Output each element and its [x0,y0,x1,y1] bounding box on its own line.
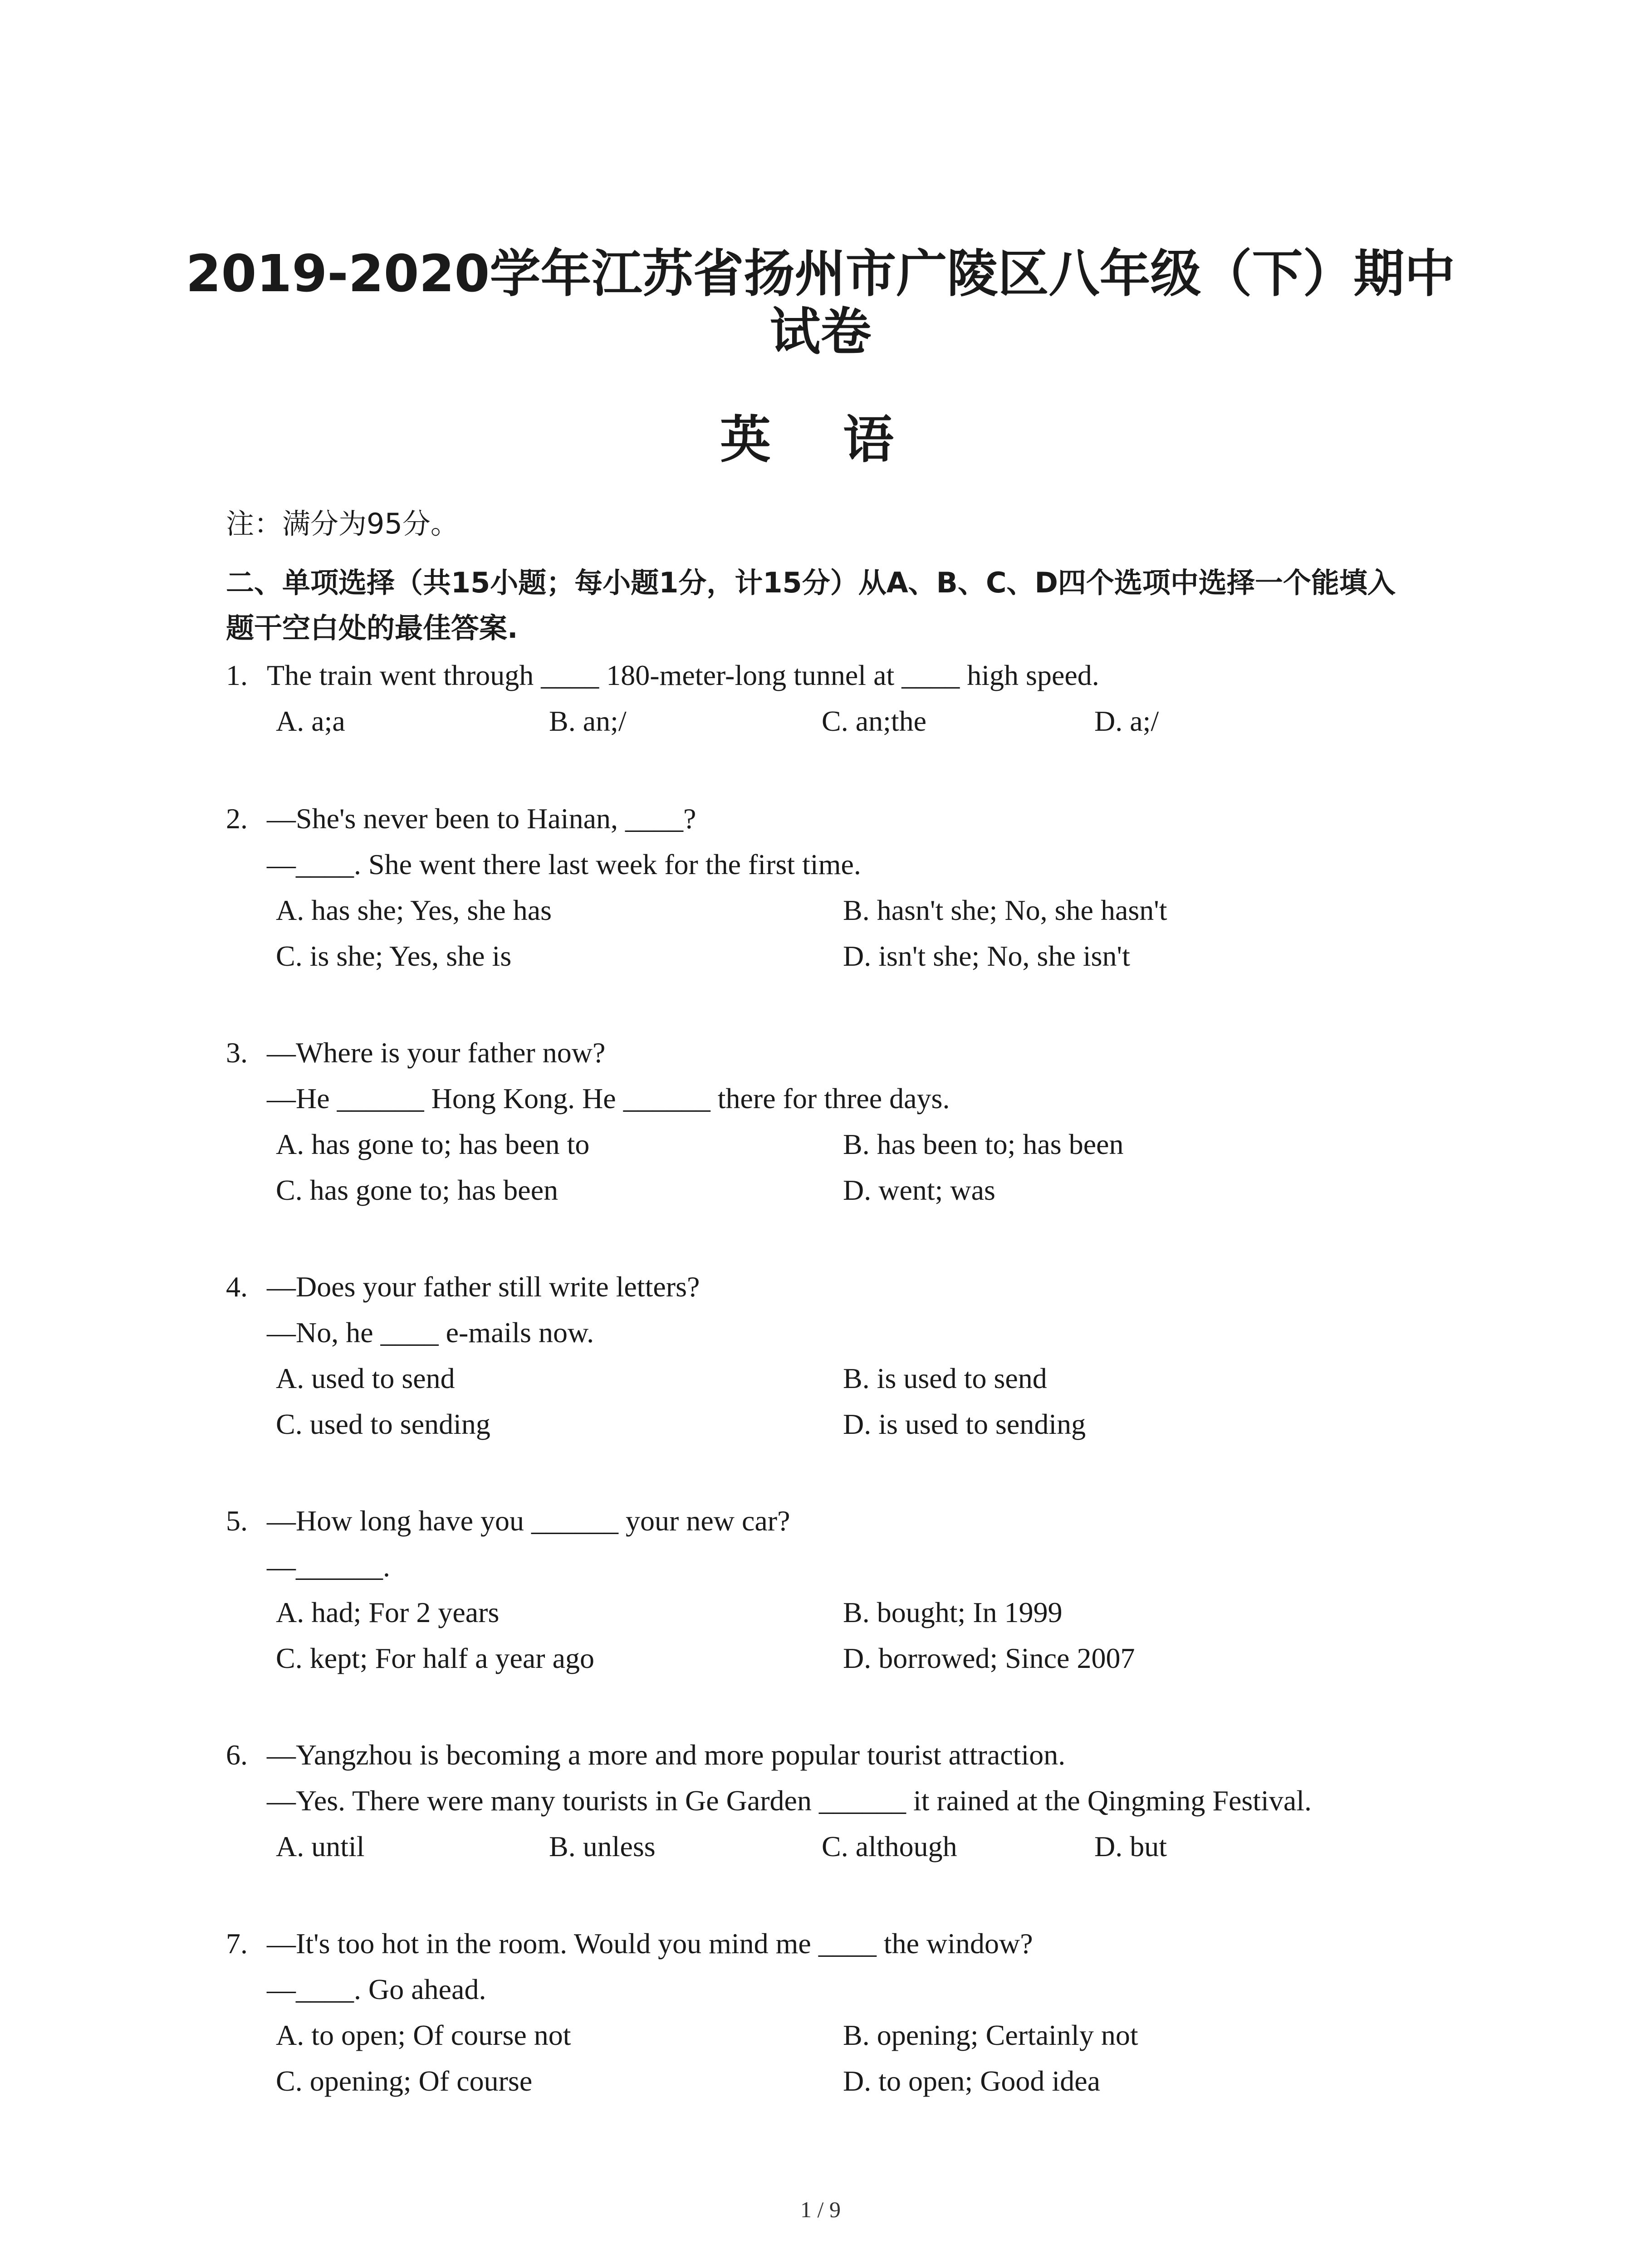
option-c[interactable]: C. used to sending [276,1408,490,1440]
options-row [226,698,1451,744]
option-a[interactable]: A. until [276,1830,365,1862]
question-number: 5. [226,1505,248,1537]
options-row [226,1401,1451,1447]
question-stem-line [226,1264,1451,1310]
question-text: —____. Go ahead. [267,1973,486,2005]
question-1 [226,652,1451,744]
question-stem-line [226,1921,1451,1966]
options-row [226,1355,1451,1401]
question-stem-line [226,1732,1451,1778]
question-3 [226,1030,1451,1213]
section-heading-line-2: 题干空白处的最佳答案. [226,611,518,645]
question-text: —How long have you ______ your new car? [267,1505,790,1537]
option-b[interactable]: B. is used to send [843,1362,1047,1394]
option-d[interactable]: D. to open; Good idea [843,2065,1100,2097]
option-d[interactable]: D. but [1094,1830,1167,1862]
question-text: —____. She went there last week for the first time. [267,848,861,880]
section-heading-line-1: 二、单项选择（共15小题；每小题1分，计15分）从A、B、C、D四个选项中选择一个能填入 [226,566,1396,599]
options-row [226,887,1451,933]
option-b[interactable]: B. an;/ [549,705,627,737]
question-text: —No, he ____ e-mails now. [267,1316,594,1349]
option-c[interactable]: C. kept; For half a year ago [276,1642,594,1674]
option-b[interactable]: B. opening; Certainly not [843,2019,1138,2051]
question-stem-line [226,652,1451,698]
option-a[interactable]: A. has she; Yes, she has [276,894,552,926]
page-number: 1 / 9 [800,2197,841,2222]
options-row [226,2058,1451,2104]
option-c[interactable]: C. although [822,1830,957,1862]
question-stem-line [226,1544,1451,1589]
options-row [226,1823,1451,1869]
option-c[interactable]: C. an;the [822,705,927,737]
question-7 [226,1921,1451,2104]
options-row [226,1167,1451,1213]
question-text: —It's too hot in the room. Would you mind me ____ the window? [267,1927,1033,1960]
options-row [226,1121,1451,1167]
option-b[interactable]: B. bought; In 1999 [843,1596,1063,1628]
option-a[interactable]: A. a;a [276,705,345,737]
question-2 [226,796,1451,979]
question-stem-line [226,1030,1451,1075]
page-title-line-1: 2019-2020学年江苏省扬州市广陵区八年级（下）期中 [186,244,1455,303]
question-text: —She's never been to Hainan, ____? [267,802,696,835]
option-c[interactable]: C. has gone to; has been [276,1174,558,1206]
option-d[interactable]: D. a;/ [1094,705,1159,737]
question-text: —Yes. There were many tourists in Ge Garden ______ it rained at the Qingming Festival. [267,1784,1312,1817]
option-b[interactable]: B. unless [549,1830,656,1862]
question-stem-line [226,1778,1451,1823]
options-row [226,1589,1451,1635]
question-text: —Does your father still write letters? [267,1271,700,1303]
option-c[interactable]: C. opening; Of course [276,2065,533,2097]
option-b[interactable]: B. hasn't she; No, she hasn't [843,894,1167,926]
question-stem-line [226,1310,1451,1355]
question-stem-line [226,1075,1451,1121]
question-4 [226,1264,1451,1447]
question-number: 3. [226,1036,248,1069]
options-row [226,2012,1451,2058]
question-number: 6. [226,1739,248,1771]
subject-heading: 英 语 [720,411,921,469]
question-stem-line [226,1498,1451,1544]
question-stem-line [226,796,1451,841]
option-a[interactable]: A. had; For 2 years [276,1596,500,1628]
option-a[interactable]: A. has gone to; has been to [276,1128,590,1160]
question-text: —______. [267,1550,390,1583]
option-d[interactable]: D. is used to sending [843,1408,1086,1440]
question-number: 4. [226,1271,248,1303]
options-row [226,933,1451,979]
question-text: —Yangzhou is becoming a more and more popular tourist attraction. [267,1739,1066,1771]
question-5 [226,1498,1451,1681]
question-number: 1. [226,659,248,691]
question-text: The train went through ____ 180-meter-long tunnel at ____ high speed. [267,659,1099,691]
option-d[interactable]: D. went; was [843,1174,995,1206]
option-a[interactable]: A. used to send [276,1362,455,1394]
options-row [226,1635,1451,1681]
question-6 [226,1732,1451,1869]
option-d[interactable]: D. borrowed; Since 2007 [843,1642,1135,1674]
question-text: —He ______ Hong Kong. He ______ there for three days. [267,1082,950,1114]
page-title-line-2: 试卷 [769,303,872,362]
question-stem-line [226,1966,1451,2012]
option-b[interactable]: B. has been to; has been [843,1128,1124,1160]
question-text: —Where is your father now? [267,1036,606,1069]
option-d[interactable]: D. isn't she; No, she isn't [843,940,1130,972]
score-note: 注：满分为95分。 [226,507,459,540]
question-number: 2. [226,802,248,835]
question-stem-line [226,841,1451,887]
option-a[interactable]: A. to open; Of course not [276,2019,571,2051]
option-c[interactable]: C. is she; Yes, she is [276,940,512,972]
question-number: 7. [226,1927,248,1960]
